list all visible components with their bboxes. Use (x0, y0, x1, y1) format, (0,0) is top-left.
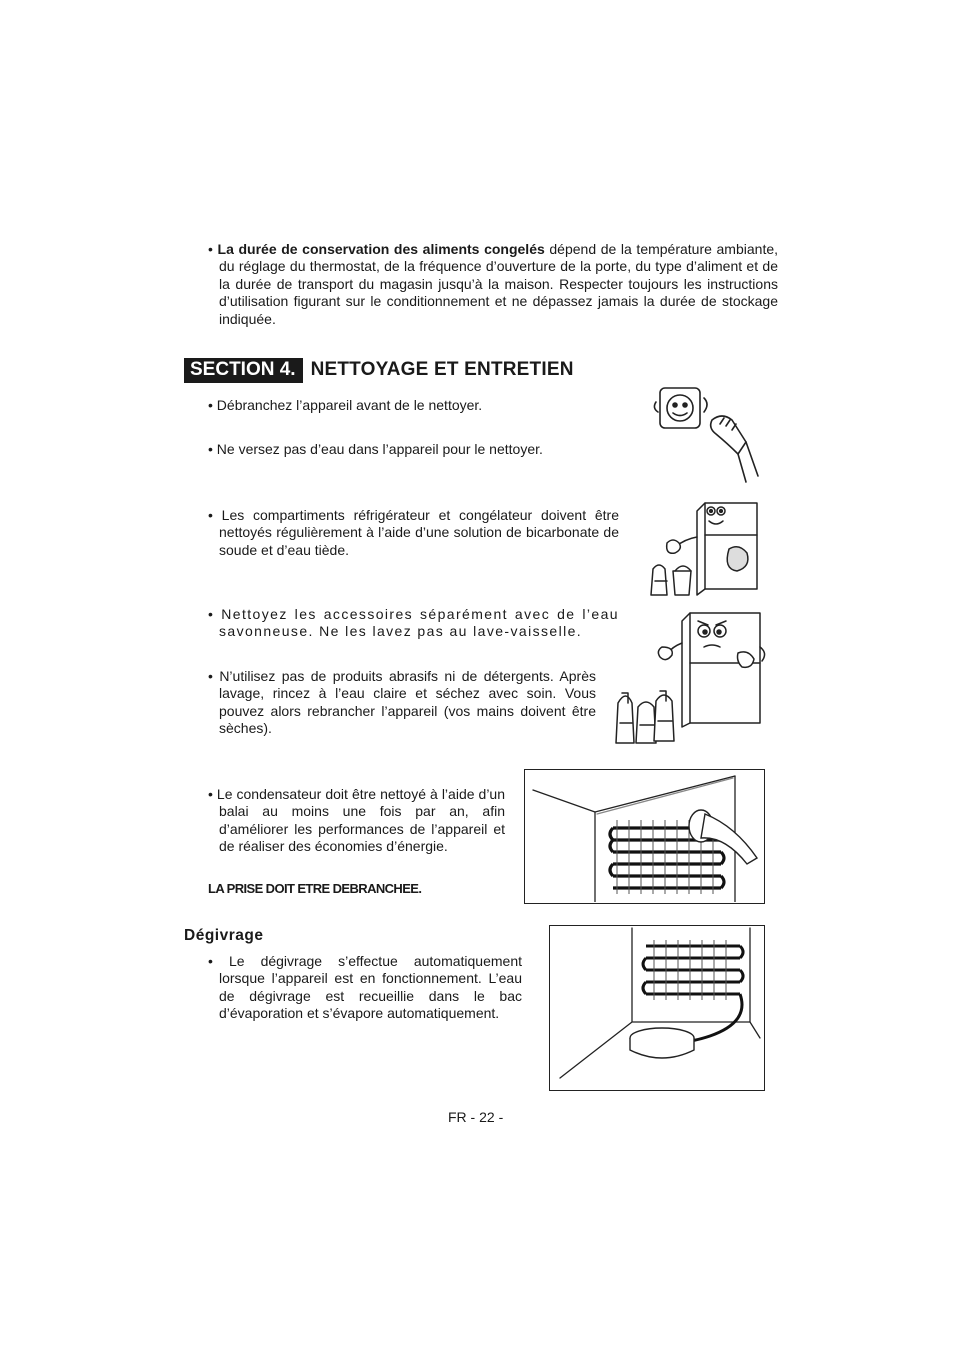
intro-paragraph: • La durée de conservation des aliments congelés dépend de la température ambiante, du réglage du thermostat, de la fréquence d’ouverture de la porte, du type d’aliment et de la durée de transport du magasin jusqu’à la maison. Respecter toujours les instructions d’utilisation figurant sur le conditionnement et ne dépassez jamais la durée de stockage indiquée. (208, 241, 779, 327)
instruction-no-abrasives: • N’utilisez pas de produits abrasifs ni de détergents. Après lavage, rincez à l’eau claire et séchez avec soin. Vous pouvez alors rebrancher l’appareil (vos mains doivent être sèches). (208, 668, 596, 737)
section-number-badge: SECTION 4. (184, 358, 303, 383)
instruction-clean-condenser: • Le condensateur doit être nettoyé à l’aide d’un balai au moins une fois par an, afin d’améliorer les performances de l’appareil et de réaliser des économies d’énergie. (208, 786, 505, 855)
condenser-cleaning-illustration (524, 769, 765, 904)
section-title: NETTOYAGE ET ENTRETIEN (310, 359, 574, 380)
defrost-text: • Le dégivrage s’effectue automatiquement lorsque l’appareil est en fonctionnement. L’eau de dégivrage est recueillie dans le bac d’évaporation et s’évapore automatiquement. (208, 953, 522, 1022)
instruction-wash-accessories: • Nettoyez les accessoires séparément avec de l’eau savonneuse. Ne les lavez pas au lave-vaisselle. (208, 606, 619, 640)
section-heading (184, 357, 574, 383)
unplug-warning: LA PRISE DOIT ETRE DEBRANCHEE. (208, 881, 422, 896)
unplug-socket-illustration (650, 384, 760, 484)
instruction-no-water: • Ne versez pas d’eau dans l’appareil pour le nettoyer. (208, 441, 543, 457)
defrost-tray-illustration (549, 925, 765, 1091)
instruction-clean-compartments: • Les compartiments réfrigérateur et congélateur doivent être nettoyés régulièrement à l’aide d’une solution de bicarbonate de soude et d’eau tiède. (208, 507, 619, 558)
fridge-detergent-illustration (612, 607, 767, 753)
intro-bold-lead: La durée de conservation des aliments congelés (217, 241, 545, 257)
fridge-cleaning-illustration (645, 497, 763, 605)
instruction-unplug: • Débranchez l’appareil avant de le nettoyer. (208, 397, 483, 413)
intro-text: dépend de la température ambiante, du réglage du thermostat, de la fréquence d’ouverture de la porte, du type d’aliment et de la durée de transport du magasin jusqu’à la maison. Respecter toujours les instructions d’utilisation figurant sur le conditionnement et ne dépassez jamais la durée de stockage indiquée. (219, 241, 779, 327)
page-number: FR - 22 - (448, 1109, 504, 1125)
defrost-heading: Dégivrage (184, 927, 264, 944)
